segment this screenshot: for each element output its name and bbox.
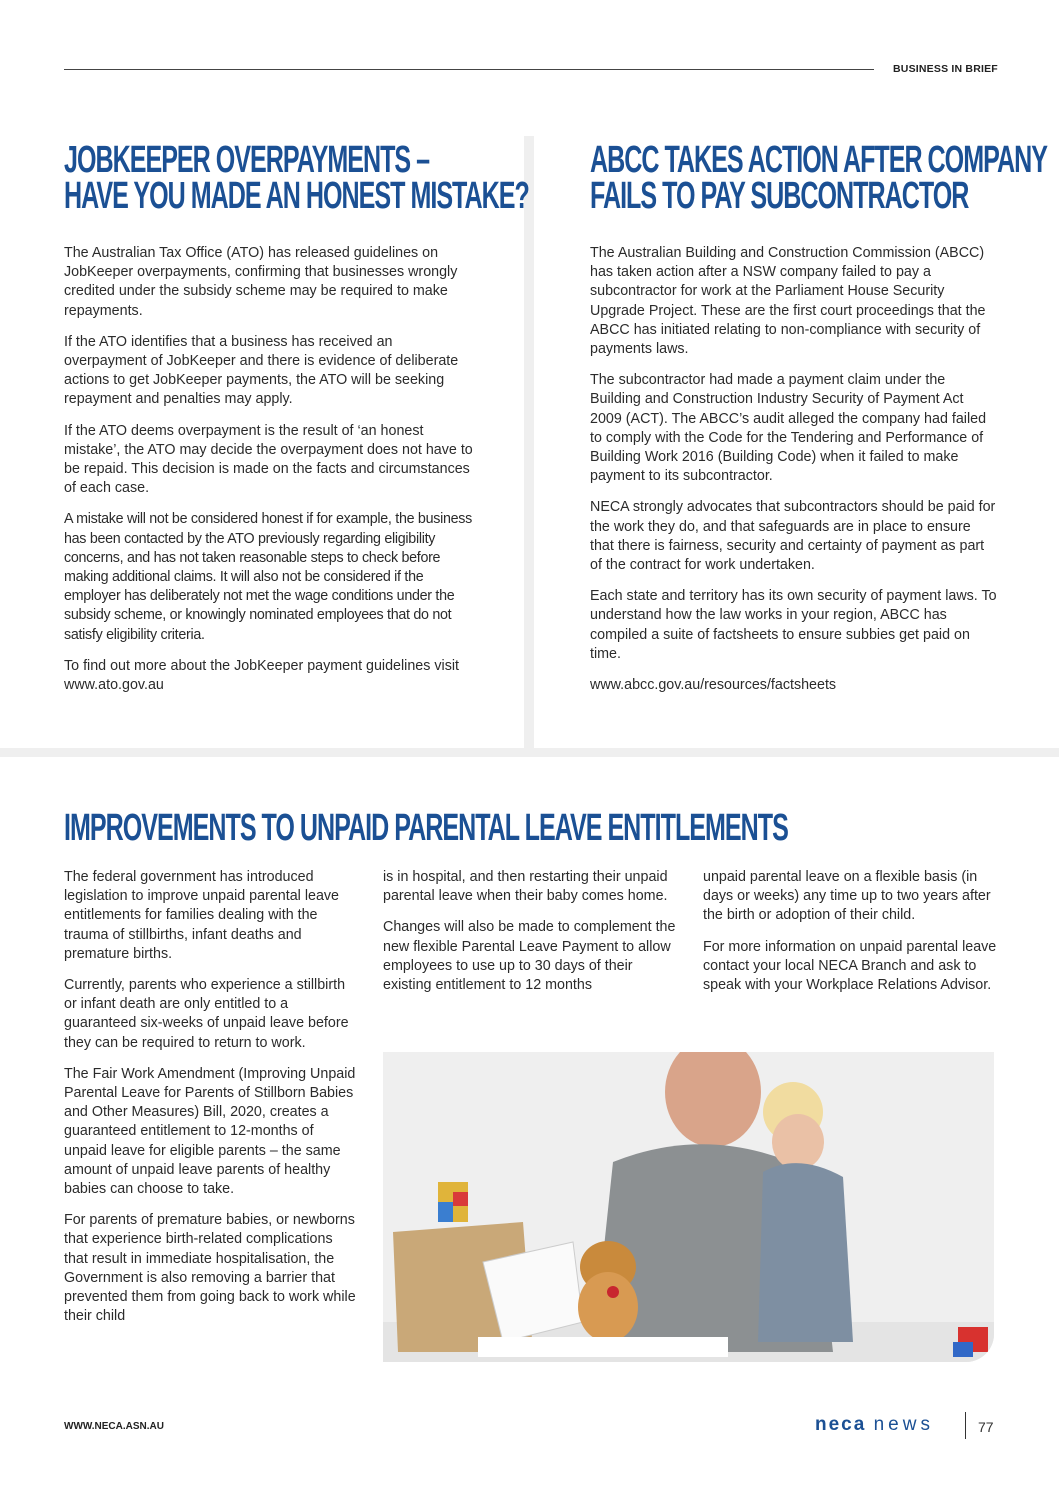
paragraph: is in hospital, and then restarting their unpaid parental leave when their baby comes home. — [383, 869, 668, 905]
article-column-3 — [703, 868, 999, 1007]
footer-divider — [965, 1412, 966, 1439]
page-number: 77 — [978, 1419, 994, 1435]
father-child-photo — [383, 1052, 994, 1362]
article-jobkeeper-body — [64, 244, 474, 707]
paragraph: The Australian Tax Office (ATO) has released guidelines on JobKeeper overpayments, confirming that businesses wrongly credited under the subsidy scheme may be required to make repayments. — [64, 245, 458, 319]
article-column-1 — [64, 868, 356, 1338]
article-title: IMPROVEMENTS TO UNPAID PARENTAL LEAVE ENTITLEMENTS — [64, 807, 788, 849]
abcc-link[interactable]: www.abcc.gov.au/resources/factsheets — [590, 677, 837, 694]
paragraph: The federal government has introduced legislation to improve unpaid parental leave entitlements for families dealing with the trauma of stillbirths, infant deaths and premature births. — [64, 869, 339, 962]
paragraph: The subcontractor had made a payment claim under the Building and Construction Industry Security of Payment Act 2009 (ACT). The ABCC’s audit alleged the company had failed to comply with the Code for the Tendering and Performance of Building Work 2016 (Building Code) when it failed to make payment to its subcontractor. — [590, 372, 987, 485]
article-parental-leave — [64, 807, 1059, 849]
paragraph: Currently, parents who experience a stillbirth or infant death are only entitled to a guaranteed six-weeks of unpaid leave before they can be required to return to work. — [64, 977, 349, 1051]
paragraph: Each state and territory has its own security of payment laws. To understand how the law works in your region, ABCC has compiled a suite of factsheets to ensure subbies get paid on time. — [590, 588, 997, 662]
ato-link[interactable]: To find out more about the JobKeeper payment guidelines visit www.ato.gov.au — [64, 657, 459, 694]
paragraph: If the ATO deems overpayment is the result of ‘an honest mistake’, the ATO may decide the overpayment does not have to be repaid. This decision is made on the facts and circumstances of each case. — [64, 422, 473, 497]
paragraph: For parents of premature babies, or newborns that experience birth-related complications that result in immediate hospitalisation, the Government is also removing a barrier that prevented them from going back to work while their child — [64, 1212, 356, 1325]
header-rule — [64, 69, 874, 70]
paragraph: The Australian Building and Construction Commission (ABCC) has taken action after a NSW company failed to pay a subcontractor for work at the Parliament House Security Upgrade Project. These are the first court proceedings that the ABCC has initiated relating to non-compliance with security of payments laws. — [590, 245, 986, 358]
article-title: JOBKEEPER OVERPAYMENTS – HAVE YOU MADE AN HONEST MISTAKE? — [64, 139, 529, 217]
article-column-2 — [383, 868, 677, 1007]
neca-news-logo: neca news — [815, 1414, 934, 1435]
website-link[interactable]: WWW.NECA.ASN.AU — [64, 1421, 164, 1432]
paragraph: unpaid parental leave on a flexible basis (in days or weeks) any time up to two years after the birth or adoption of their child. — [703, 869, 991, 924]
article-title: ABCC TAKES ACTION AFTER COMPANY FAILS TO PAY SUBCONTRACTOR — [590, 139, 1047, 217]
section-label: BUSINESS IN BRIEF — [893, 63, 998, 75]
paragraph: NECA strongly advocates that subcontractors should be paid for the work they do, and that safeguards are in place to ensure that there is fairness, security and certainty of payment as part of the contract for work undertaken. — [590, 499, 996, 574]
article-abcc — [590, 139, 1059, 217]
paragraph: If the ATO identifies that a business has received an overpayment of JobKeeper and there is evidence of deliberate actions to get JobKeeper payments, the ATO will be seeking repayment and penalties may apply. — [64, 333, 459, 408]
paragraph: A mistake will not be considered honest if for example, the business has been contacted by the ATO previously regarding eligibility concerns, and has not taken reasonable steps to check before making additional claims. It will also not be considered if the employer has deliberately not met the wage conditions under the subsidy scheme, or knowingly nominated employees that do not satisfy eligibility criteria. — [64, 511, 472, 643]
paragraph: The Fair Work Amendment (Improving Unpaid Parental Leave for Parents of Stillborn Babies and Other Measures) Bill, 2020, creates a guaranteed entitlement to 12-months of unpaid leave for eligible parents – the same amount of unpaid leave parents of healthy babies can choose to take. — [64, 1065, 356, 1198]
column-divider — [524, 136, 534, 748]
paragraph: Changes will also be made to complement the new flexible Parental Leave Payment to allow employees to use up to 30 days of their existing entitlement to 12 months — [383, 919, 676, 994]
photo-illustration — [383, 1052, 994, 1362]
article-abcc-body — [590, 244, 998, 707]
section-divider — [0, 748, 1059, 757]
paragraph: For more information on unpaid parental leave contact your local NECA Branch and ask to speak with your Workplace Relations Advisor. — [703, 938, 997, 994]
